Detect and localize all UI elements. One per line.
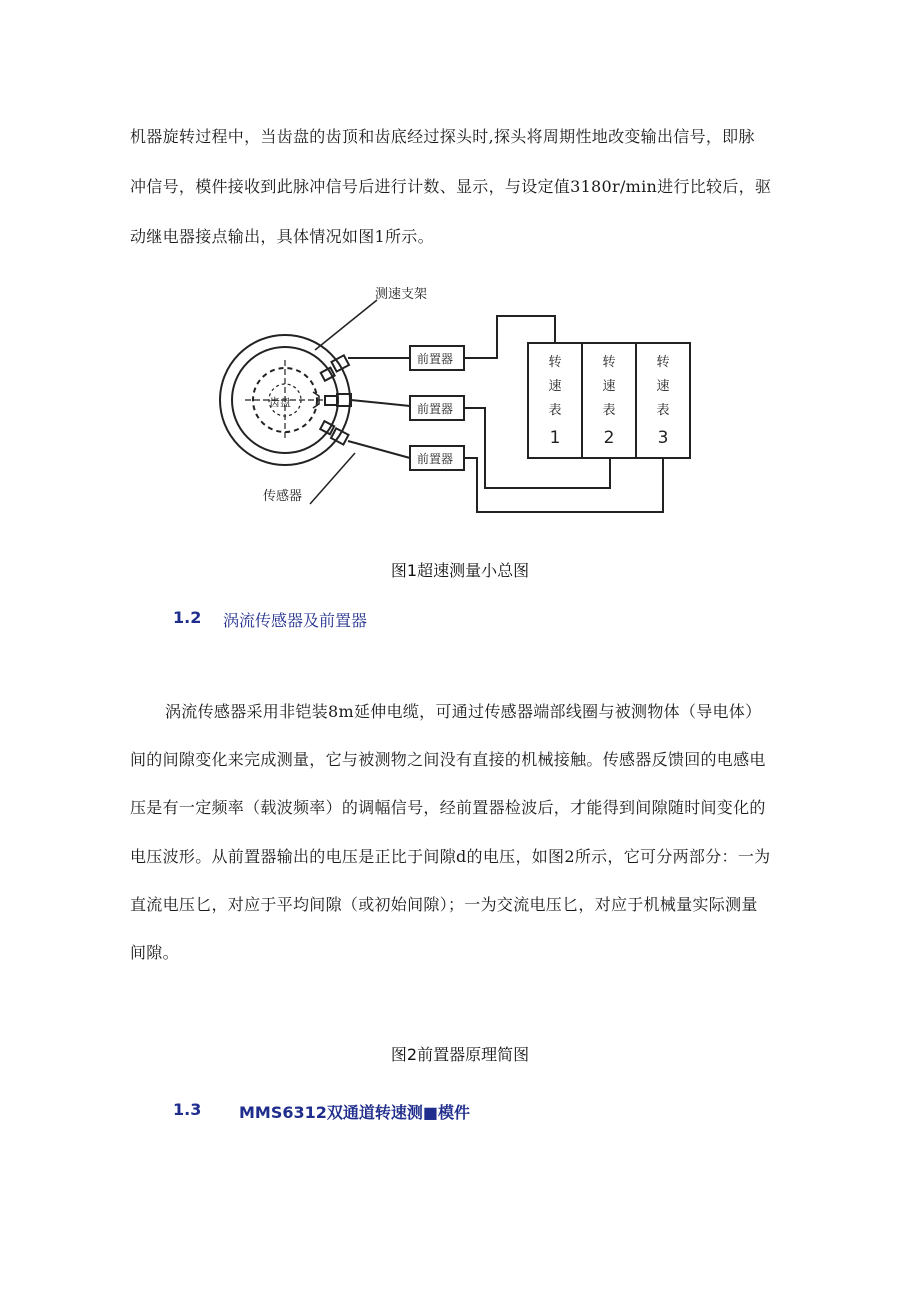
body-line-2: 间的间隙变化来完成测量，它与被测物之间没有直接的机械接触。传感器反馈回的电感电 [130, 750, 766, 769]
wire-3 [464, 458, 663, 512]
body-line-4: 电压波形。从前置器输出的电压是正比于间隙d的电压，如图2所示，它可分两部分：一为 [130, 847, 771, 866]
body-line-3: 压是有一定频率（载波频率）的调幅信号，经前置器检波后，才能得到间隙随时间变化的 [130, 798, 766, 817]
meter-2 [602, 355, 615, 448]
svg-text:速: 速 [602, 379, 616, 394]
svg-text:表: 表 [548, 403, 562, 418]
probe-middle [325, 394, 351, 406]
preamp-label-3: 前置器 [417, 452, 454, 466]
sensor-label: 传感器 [263, 489, 303, 504]
section-heading-1-2 [173, 608, 368, 630]
figure1-caption: 图1超速测量小总图 [390, 561, 530, 580]
intro-line-1: 机器旋转过程中，当齿盘的齿顶和齿底经过探头时,探头将周期性地改变输出信号，即脉 [130, 127, 755, 146]
svg-text:转: 转 [548, 355, 562, 370]
section-number: 1.2 [173, 608, 202, 627]
preamp-label-2: 前置器 [417, 402, 454, 416]
intro-line-2: 冲信号，模件接收到此脉冲信号后进行计数、显示，与设定值3180r/min进行比较后，驱 [130, 177, 772, 196]
wire-1 [464, 316, 555, 358]
gear-label: 齿盘 [269, 396, 291, 409]
bracket-label: 测速支架 [375, 287, 428, 302]
bracket-leader-line [315, 300, 377, 350]
svg-text:3: 3 [657, 428, 669, 448]
svg-text:1: 1 [549, 428, 561, 448]
body-line-1: 涡流传感器采用非铠装8m延伸电缆，可通过传感器端部线圈与被测物体（导电体） [165, 702, 762, 721]
section-title: MMS6312双通道转速测■模件 [239, 1103, 471, 1122]
meter-3 [656, 355, 669, 448]
svg-text:表: 表 [602, 403, 616, 418]
body-line-5: 直流电压匕，对应于平均间隙（或初始间隙）；一为交流电压匕，对应于机械量实际测量 [130, 895, 758, 914]
svg-text:速: 速 [656, 379, 670, 394]
meter-1 [548, 355, 561, 448]
section-title: 涡流传感器及前置器 [223, 611, 368, 630]
svg-text:表: 表 [656, 403, 670, 418]
sensor-leader-line [310, 453, 355, 504]
svg-text:2: 2 [603, 428, 615, 448]
section-number: 1.3 [173, 1100, 202, 1119]
svg-text:转: 转 [602, 355, 616, 370]
body-line-6: 间隙。 [130, 943, 179, 962]
section-heading-1-3 [173, 1100, 471, 1122]
figure2-caption: 图2前置器原理简图 [390, 1045, 530, 1064]
overspeed-measurement-diagram [215, 278, 705, 528]
intro-line-3: 动继电器接点输出，具体情况如图1所示。 [130, 227, 434, 246]
wire-2 [464, 408, 610, 488]
svg-text:速: 速 [548, 379, 562, 394]
svg-text:转: 转 [656, 355, 670, 370]
preamp-label-1: 前置器 [417, 352, 454, 366]
